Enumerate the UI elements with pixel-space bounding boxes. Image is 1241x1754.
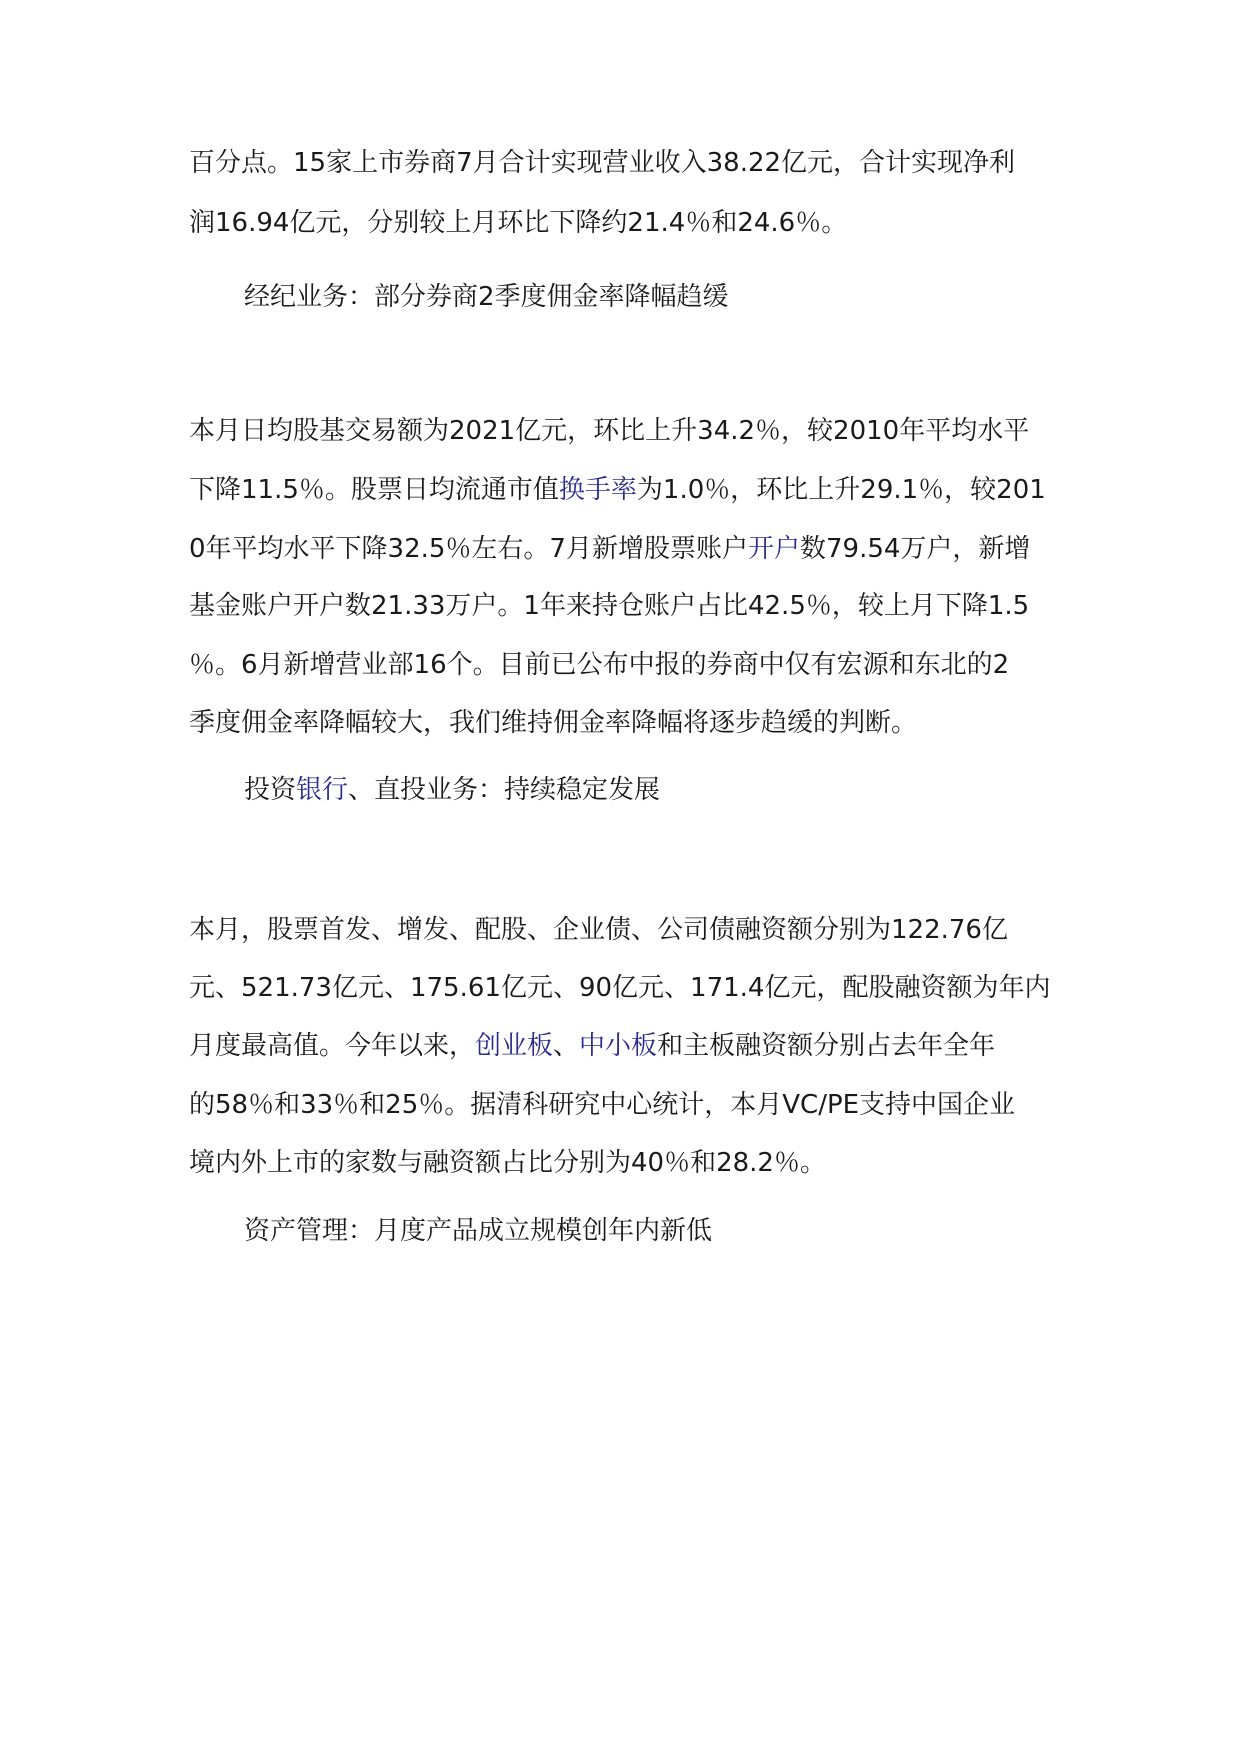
section-heading-asset-management: 资产管理：月度产品成立规模创年内新低 (244, 1216, 713, 1246)
text-segment: 和主板融资额分别占去年全年 (657, 1031, 996, 1061)
text-segment: 、 (553, 1031, 580, 1061)
paragraph-2-line-1: 本月日均股基交易额为2021亿元，环比上升34.2％，较2010年平均水平 (189, 416, 1030, 446)
section-heading-investment-banking (244, 770, 1144, 810)
text-segment: 、直投业务：持续稳定发展 (348, 775, 661, 805)
text-segment: 数79.54万户，新增 (800, 534, 1031, 564)
text-segment: 月度最高值。今年以来， (189, 1031, 476, 1061)
link-chinext[interactable]: 创业板 (475, 1031, 554, 1061)
text-segment: 投资 (244, 775, 297, 805)
paragraph-3-line-5: 境内外上市的家数与融资额占比分别为40％和28.2％。 (189, 1148, 826, 1178)
text-segment: 下降11.5％。股票日均流通市值 (189, 475, 559, 505)
paragraph-2-line-3 (189, 529, 1089, 569)
paragraph-2-line-5: ％。6月新增营业部16个。目前已公布中报的券商中仅有宏源和东北的2 (189, 650, 1010, 680)
paragraph-3-line-4: 的58％和33％和25％。据清科研究中心统计，本月VC/PE支持中国企业 (189, 1090, 1016, 1120)
paragraph-3-line-3 (189, 1026, 1089, 1066)
paragraph-3-line-1: 本月，股票首发、增发、配股、企业债、公司债融资额分别为122.76亿 (189, 915, 1008, 945)
text-segment: 为1.0％，环比上升29.1％，较201 (636, 475, 1046, 505)
paragraph-1-line-1: 百分点。15家上市券商7月合计实现营业收入38.22亿元，合计实现净利 (189, 148, 1016, 178)
paragraph-2-line-2 (189, 470, 1089, 510)
link-bank[interactable]: 银行 (296, 775, 349, 805)
paragraph-3-line-2: 元、521.73亿元、175.61亿元、90亿元、171.4亿元，配股融资额为年内 (189, 973, 1051, 1003)
paragraph-2-line-4: 基金账户开户数21.33万户。1年来持仓账户占比42.5％，较上月下降1.5 (189, 591, 1030, 621)
text-segment: 0年平均水平下降32.5％左右。7月新增股票账户 (189, 534, 748, 564)
section-heading-brokerage: 经纪业务：部分券商2季度佣金率降幅趋缓 (244, 282, 729, 312)
paragraph-2-line-6: 季度佣金率降幅较大，我们维持佣金率降幅将逐步趋缓的判断。 (189, 708, 918, 738)
paragraph-1-line-2: 润16.94亿元，分别较上月环比下降约21.4％和24.6％。 (189, 208, 848, 238)
link-account-opening[interactable]: 开户 (747, 534, 800, 564)
link-turnover-rate[interactable]: 换手率 (558, 475, 637, 505)
link-sme-board[interactable]: 中小板 (579, 1031, 658, 1061)
